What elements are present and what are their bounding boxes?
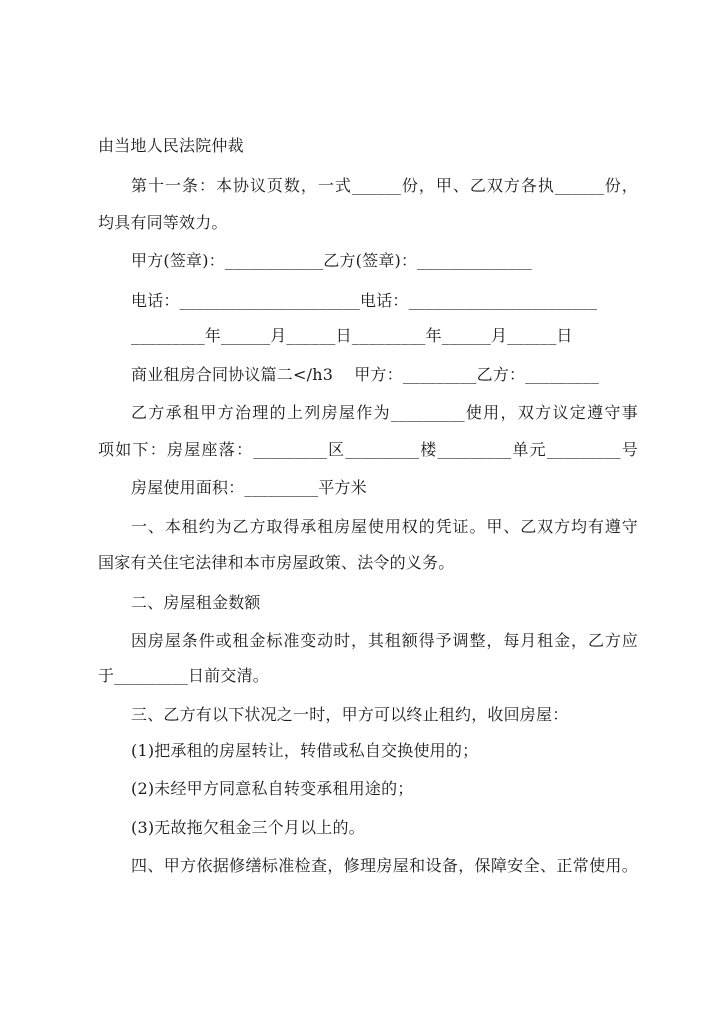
clause-2-line-2: 于_________日前交清。 — [98, 666, 270, 685]
text-line-location: 项如下：房屋座落：_________区_________楼_________单元_________号 — [98, 440, 638, 459]
text-line-usage: 乙方承租甲方治理的上列房屋作为_________使用，双方议定遵守事 — [131, 403, 638, 422]
clause-1-line-1: 一、本租约为乙方取得承租房屋使用权的凭证。甲、乙双方均有遵守 — [131, 517, 638, 536]
clause-2-line-1: 因房屋条件或租金标准变动时，其租额得予调整，每月租金，乙方应 — [131, 631, 638, 650]
clause-2-heading: 二、房屋租金数额 — [131, 593, 261, 612]
text-line-arbitration: 由当地人民法院仲裁 — [98, 136, 244, 155]
clause-3-item-1: (1)把承租的房屋转让，转借或私自交换使用的； — [131, 741, 479, 760]
clause-3-item-3: (3)无故拖欠租金三个月以上的。 — [131, 818, 365, 837]
text-line-article-11: 第十一条：本协议页数，一式______份，甲、乙双方各执______份， — [131, 176, 638, 195]
phone-line: 电话：______________________电话：_______________________ — [131, 291, 598, 310]
clause-4-line: 四、甲方依据修缮标准检查，修理房屋和设备，保障安全、正常使用。 — [131, 856, 638, 875]
clause-3-item-2: (2)未经甲方同意私自转变承租用途的； — [131, 779, 414, 798]
text-line-equal-effect: 均具有同等效力。 — [98, 213, 228, 232]
clause-3-heading: 三、乙方有以下状况之一时，甲方可以终止租约，收回房屋： — [131, 705, 569, 724]
section-title-line: 商业租房合同协议篇二</h3 甲方：_________乙方：_________ — [131, 365, 600, 384]
date-line: _________年______月______日_________年______月______日 — [131, 326, 573, 345]
clause-1-line-2: 国家有关住宅法律和本市房屋政策、法令的义务。 — [98, 553, 455, 572]
text-line-area: 房屋使用面积：_________平方米 — [131, 478, 367, 497]
signature-line: 甲方(签章)：____________乙方(签章)：______________ — [131, 251, 532, 270]
